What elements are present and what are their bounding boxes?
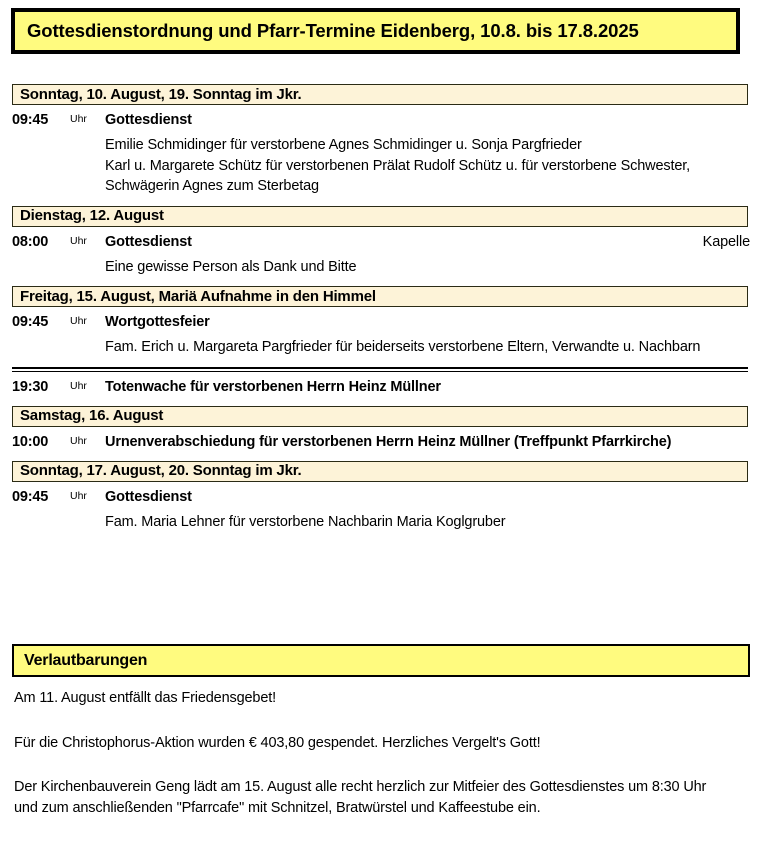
event-row (0, 232, 760, 278)
event-time-unit: Uhr (70, 379, 87, 392)
day-block (0, 84, 760, 206)
event-title-line (105, 432, 760, 452)
event-description: Eine gewisse Person als Dank und Bitte (105, 258, 357, 275)
event-separator (12, 367, 748, 372)
day-header (12, 406, 748, 427)
block-spacer (0, 277, 760, 286)
event-title-line (105, 487, 760, 507)
day-header (12, 286, 748, 307)
event-description: Fam. Erich u. Margareta Pargfrieder für beiderseits verstorbene Eltern, Verwandte u. Nachbarn (105, 339, 701, 355)
day-block (0, 206, 760, 287)
event-row (0, 432, 760, 452)
block-spacer (0, 197, 760, 206)
day-header-label: Sonntag, 17. August, 20. Sonntag im Jkr. (20, 462, 302, 479)
event-title: Totenwache für verstorbenen Herrn Heinz Müllner (105, 378, 441, 395)
day-header-label: Dienstag, 12. August (20, 207, 164, 224)
event-time: 09:45 (12, 112, 49, 128)
event-title: Gottesdienst (105, 112, 192, 128)
event-row (0, 377, 760, 397)
event-title-line (105, 377, 760, 397)
day-header-label: Sonntag, 10. August, 19. Sonntag im Jkr. (20, 85, 302, 103)
page-title: Gottesdienstordnung und Pfarr-Termine Eidenberg, 10.8. bis 17.8.2025 (27, 20, 639, 41)
event-time: 09:45 (12, 314, 49, 330)
day-block (0, 406, 760, 461)
event-time-unit: Uhr (70, 315, 87, 327)
event-row (0, 312, 760, 358)
event-title-line (105, 110, 760, 130)
block-spacer (0, 452, 760, 461)
event-time-unit: Uhr (70, 489, 87, 502)
event-description: Emilie Schmidinger für verstorbene Agnes Schmidinger u. Sonja Pargfrieder (105, 137, 582, 153)
event-title-line (105, 232, 760, 252)
announcement-paragraph: Am 11. August entfällt das Friedensgebet! (14, 690, 276, 706)
event-time: 08:00 (12, 233, 49, 250)
announcements-body (14, 688, 730, 818)
day-header (12, 84, 748, 105)
day-header (12, 461, 748, 482)
day-block (0, 461, 760, 542)
block-spacer (0, 532, 760, 541)
page-title-banner (11, 8, 740, 54)
day-header-label: Samstag, 16. August (20, 407, 164, 424)
event-time-unit: Uhr (70, 234, 87, 247)
event-description: Fam. Maria Lehner für verstorbene Nachbarin Maria Koglgruber (105, 513, 506, 530)
event-time-unit: Uhr (70, 434, 87, 447)
announcement-paragraph: Für die Christophorus-Aktion wurden € 403,80 gespendet. Herzliches Vergelt's Gott! (14, 734, 541, 751)
schedule-list (0, 84, 760, 541)
announcements-heading: Verlautbarungen (24, 651, 148, 669)
event-title-line (105, 312, 760, 332)
event-title: Urnenverabschiedung für verstorbenen Herrn Heinz Müllner (Treffpunkt Pfarrkirche) (105, 433, 672, 450)
event-title: Gottesdienst (105, 488, 192, 505)
day-header (12, 206, 748, 227)
event-title: Wortgottesfeier (105, 314, 210, 330)
event-title: Gottesdienst (105, 233, 192, 250)
event-time: 19:30 (12, 378, 49, 395)
event-row (0, 110, 760, 197)
announcement-paragraph: Der Kirchenbauverein Geng lädt am 15. August alle recht herzlich zur Mitfeier des Gottesdienstes um 8:30 Uhr und zum anschließenden "Pfarrcafe" mit Schnitzel, Bratwürstel und Kaffeestube ein. (14, 779, 707, 816)
event-time-unit: Uhr (70, 113, 87, 125)
day-header-label: Freitag, 15. August, Mariä Aufnahme in den Himmel (20, 287, 376, 305)
event-time: 09:45 (12, 488, 49, 505)
event-time: 10:00 (12, 433, 49, 450)
event-description: Karl u. Margarete Schütz für verstorbenen Prälat Rudolf Schütz u. für verstorbene Schwester, Schwägerin Agnes zum Sterbetag (105, 157, 691, 194)
event-row (0, 487, 760, 533)
block-spacer (0, 397, 760, 406)
announcements-banner (12, 644, 750, 677)
day-block (0, 286, 760, 406)
event-location: Kapelle (702, 233, 750, 250)
